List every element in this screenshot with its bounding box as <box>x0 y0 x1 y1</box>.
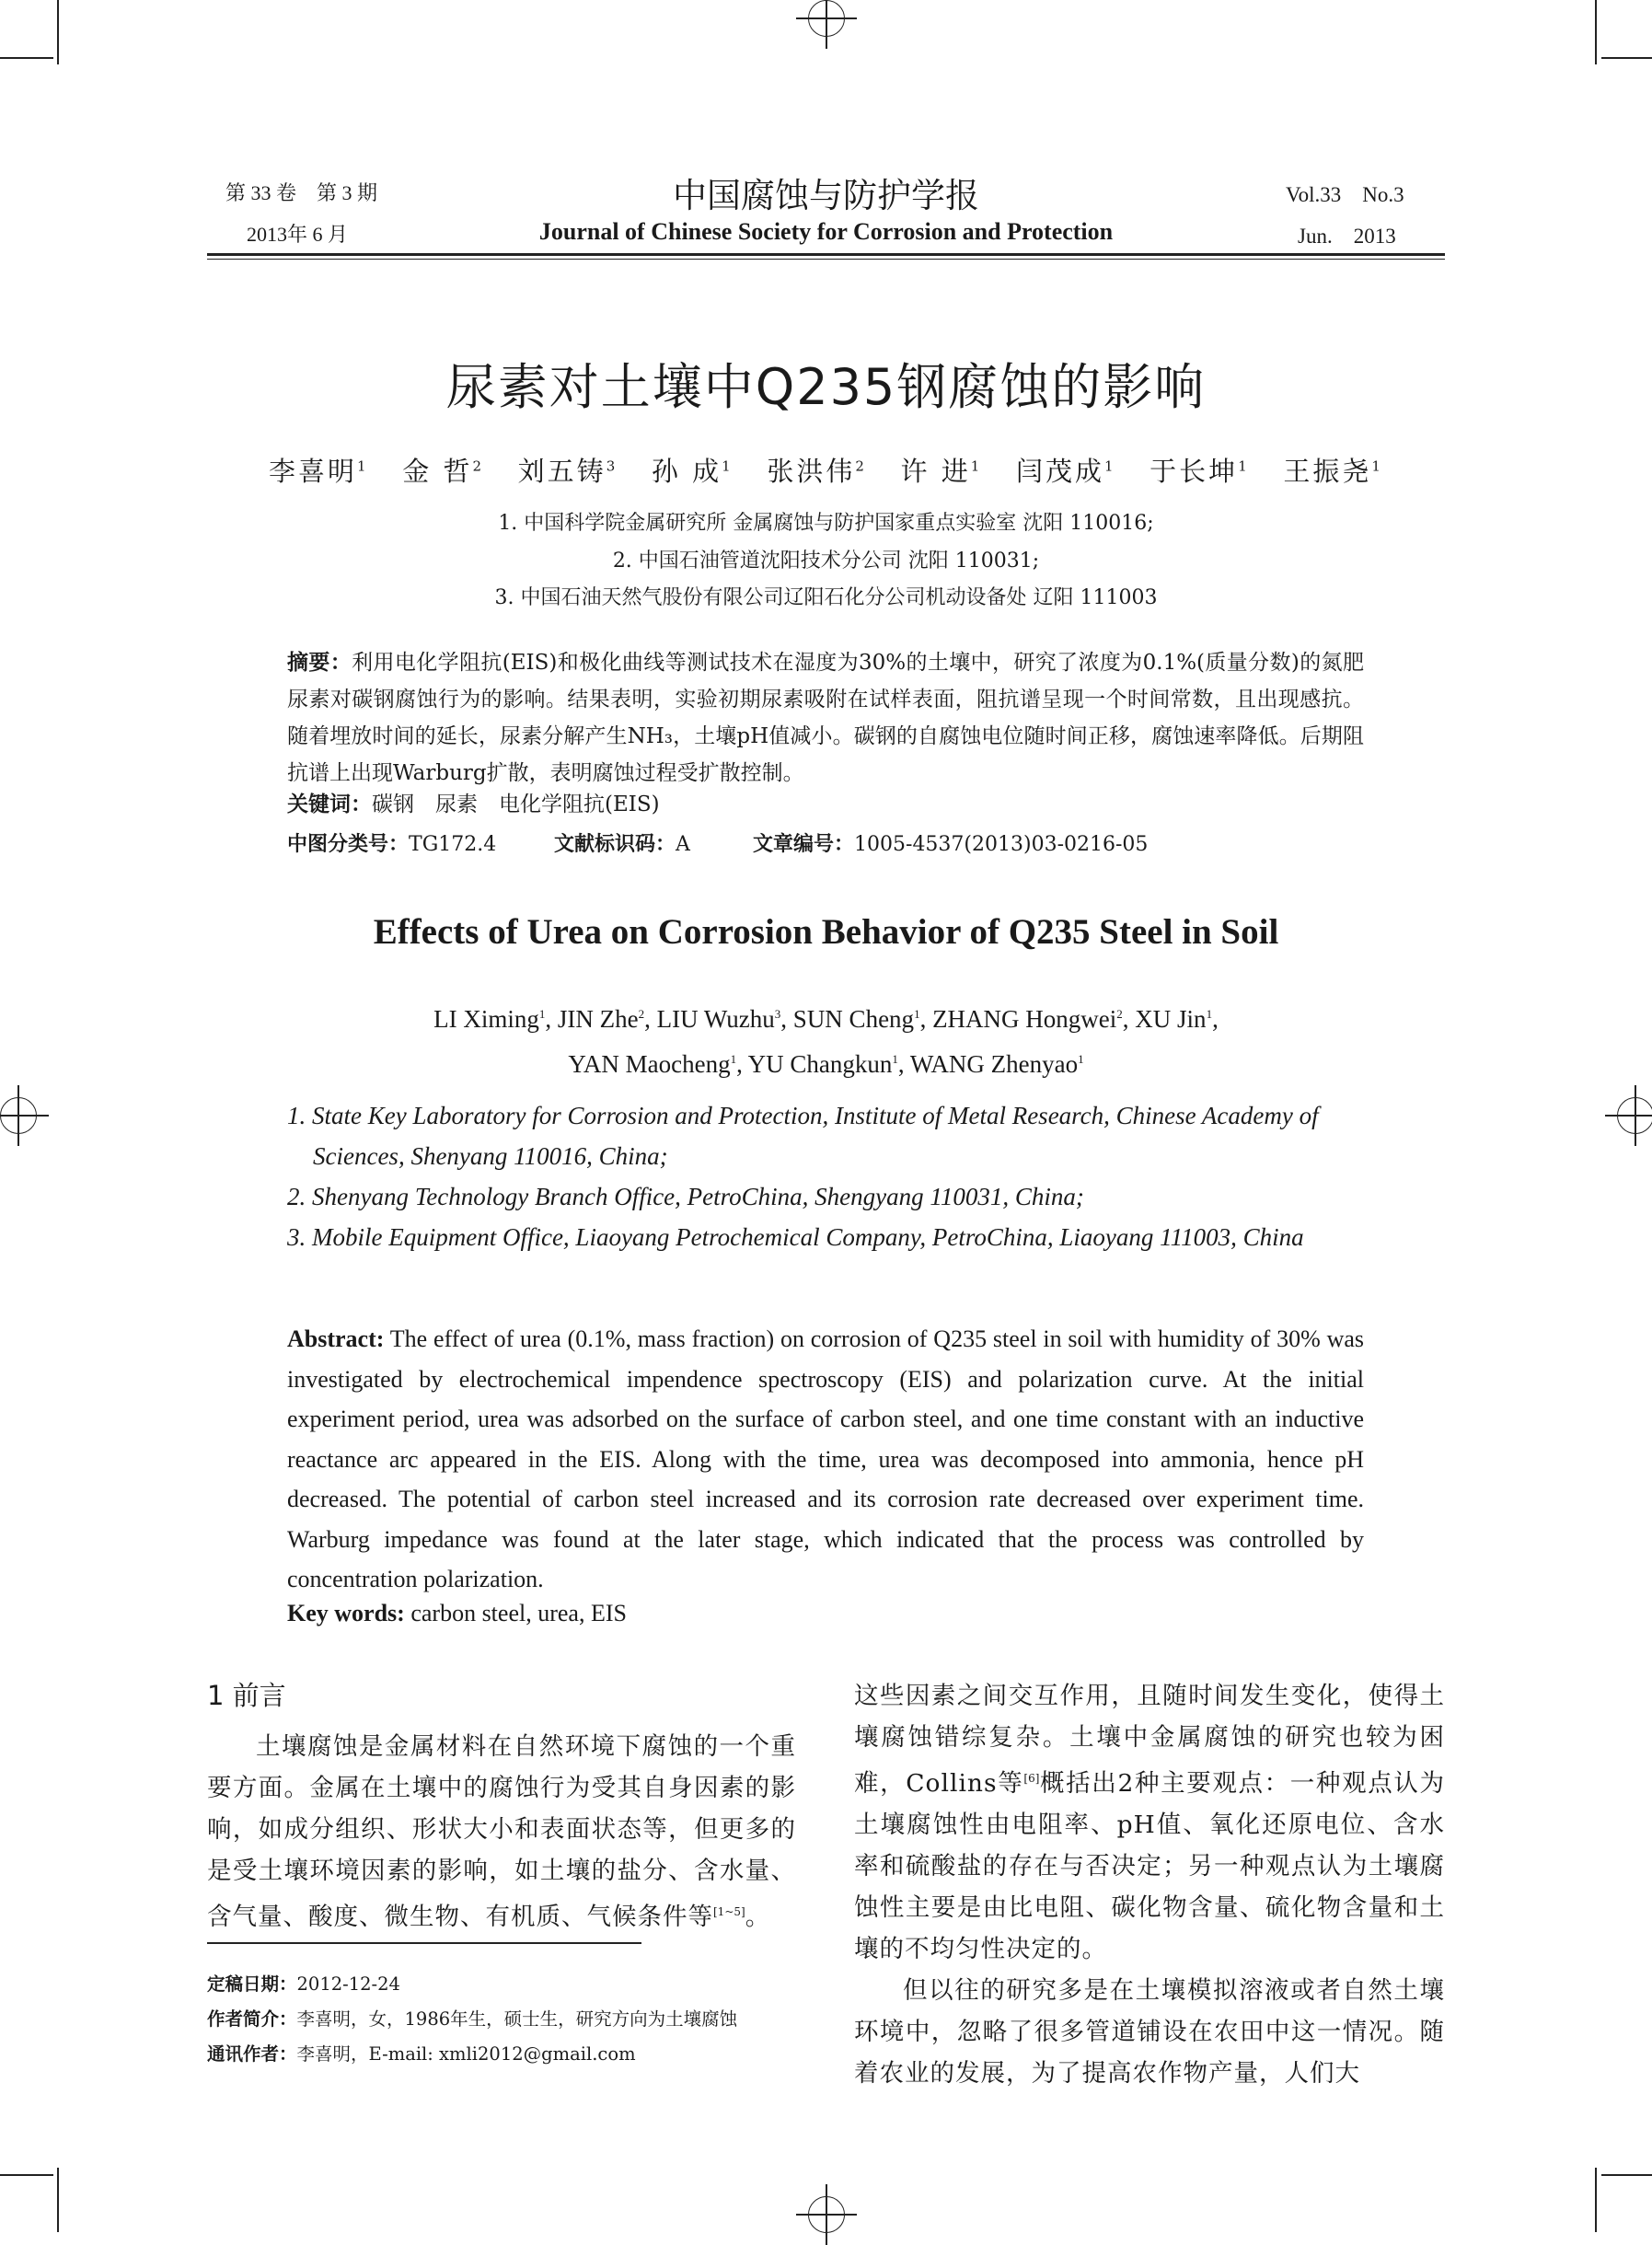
paragraph: 这些因素之间交互作用，且随时间发生变化，使得土壤腐蚀错综复杂。土壤中金属腐蚀的研究也较为困难，Collins等[6]概括出2种主要观点：一种观点认为土壤腐蚀性由电阻率、pH值、氧化还原电位、含水率和硫酸盐的存在与否决定；另一种观点认为土壤腐蚀性主要是由比电阻、碳化物含量、硫化物含量和土壤的不均匀性决定的。 <box>854 1682 1445 1963</box>
keywords-cn-label: 关键词： <box>287 793 372 816</box>
article-number: 文章编号：1005-4537(2013)03-0216-05 <box>753 833 1149 856</box>
abstract-cn-text: 利用电化学阻抗(EIS)和极化曲线等测试技术在湿度为30%的土壤中，研究了浓度为0.1%(质量分数)的氮肥尿素对碳钢腐蚀行为的影响。结果表明，实验初期尿素吸附在试样表面，阻抗谱呈现一个时间常数，且出现感抗。随着埋放时间的延长，尿素分解产生NH₃，土壤pH值减小。碳钢的自腐蚀电位随时间正移，腐蚀速率降低。后期阻抗谱上出现Warburg扩散，表明腐蚀过程受扩散控制。 <box>287 651 1365 785</box>
footnote-received: 定稿日期：2012-12-24 <box>207 1973 400 1995</box>
author-cn: 王振尧$^1$ <box>1283 456 1383 487</box>
header-vol-issue-cn: 第 33 卷 第 3 期 <box>225 181 378 204</box>
header-rule-thin <box>207 259 1445 260</box>
affiliation-en-1: 1. State Key Laboratory for Corrosion and Protection, Institute of Metal Research, Chinese Academy of Sciences, Shenyang 110016, China; <box>287 1102 1319 1170</box>
document-code: 文献标识码：A <box>554 833 690 856</box>
header-vol-issue-en: Vol.33 No.3 <box>1286 183 1404 206</box>
affiliations-en <box>287 1095 1373 1257</box>
column-left <box>207 1726 796 1938</box>
keywords-en-text: carbon steel, urea, EIS <box>410 1600 627 1626</box>
column-right <box>854 1675 1445 2094</box>
author-cn: 于长坤$^1$ <box>1149 456 1250 487</box>
header-rule <box>207 253 1445 256</box>
header-date-cn: 2013年 6 月 <box>247 223 349 246</box>
authors-en-line1: LI Ximing$^1$, JIN Zhe$^2$, LIU Wuzhu$^3$, SUN Cheng$^1$, ZHANG Hongwei$^2$, XU Jin$^1$, <box>433 1005 1219 1033</box>
abstract-en <box>287 1319 1364 1600</box>
keywords-cn <box>287 787 660 817</box>
abstract-en-label: Abstract: <box>287 1325 385 1352</box>
title-cn: 尿素对土壤中Q235钢腐蚀的影响 <box>445 358 1207 416</box>
clc-number: 中图分类号：TG172.4 <box>287 833 497 856</box>
author-cn: 张洪伟$^2$ <box>767 456 867 487</box>
paragraph: 但以往的研究多是在土壤模拟溶液或者自然土壤环境中，忽略了很多管道铺设在农田中这一情况。随着农业的发展，为了提高农作物产量，人们大 <box>854 1975 1445 2088</box>
affiliation-cn-2: 2. 中国石油管道沈阳技术分公司 沈阳 110031; <box>612 550 1040 573</box>
authors-en <box>0 994 1652 1084</box>
section-heading: 1 前言 <box>207 1680 286 1711</box>
footnote-correspondence: 通讯作者：李喜明，E-mail: xmli2012@gmail.com <box>207 2043 636 2065</box>
registration-mark-top <box>808 0 845 37</box>
title-en: Effects of Urea on Corrosion Behavior of Q235 Steel in Soil <box>373 912 1279 952</box>
author-cn: 刘五铸$^3$ <box>517 456 618 487</box>
authors-cn <box>0 451 1652 489</box>
registration-mark-bottom <box>808 2196 845 2233</box>
affiliation-en-2: 2. Shenyang Technology Branch Office, PetroChina, Shengyang 110031, China; <box>287 1183 1084 1210</box>
author-cn: 金 哲$^2$ <box>402 456 485 487</box>
header-date-en: Jun. 2013 <box>1298 225 1396 248</box>
affiliation-en-3: 3. Mobile Equipment Office, Liaoyang Petrochemical Company, PetroChina, Liaoyang 111003, China <box>287 1223 1304 1251</box>
keywords-cn-text: 碳钢 尿素 电化学阻抗(EIS) <box>372 793 660 816</box>
abstract-cn-label: 摘要： <box>287 651 352 675</box>
registration-mark-left <box>0 1097 37 1134</box>
author-cn: 孙 成$^1$ <box>651 456 734 487</box>
keywords-en-label: Key words: <box>287 1600 405 1626</box>
footnote-author: 作者简介：李喜明，女，1986年生，硕士生，研究方向为土壤腐蚀 <box>207 2008 738 2030</box>
registration-mark-right <box>1617 1097 1652 1134</box>
author-cn: 李喜明$^1$ <box>269 456 369 487</box>
header-journal-en: Journal of Chinese Society for Corrosion and Protection <box>538 218 1114 245</box>
authors-en-line2: YAN Maocheng$^1$, YU Changkun$^1$, WANG Zhenyao$^1$ <box>568 1050 1084 1078</box>
abstract-en-text: The effect of urea (0.1%, mass fraction) on corrosion of Q235 steel in soil with humidity of 30% was investigated by electrochemical impendence spectroscopy (EIS) and polarization curve. At the initial experiment period, urea was adsorbed on the surface of carbon steel, and one time constant with an inductive reactance arc appeared in the EIS. Along with the time, urea was decomposed into ammonia, hence pH decreased. The potential of carbon steel increased and its corrosion rate decreased over experiment time. Warburg impedance was found at the later stage, which indicated that the process was controlled by concentration polarization. <box>287 1325 1365 1592</box>
keywords-en <box>287 1600 627 1627</box>
author-cn: 许 进$^1$ <box>900 456 983 487</box>
paragraph: 土壤腐蚀是金属材料在自然环境下腐蚀的一个重要方面。金属在土壤中的腐蚀行为受其自身因素的影响，如成分组织、形状大小和表面状态等，但更多的是受土壤环境因素的影响，如土壤的盐分、含水量、含气量、酸度、微生物、有机质、气候条件等[1~5]。 <box>207 1732 796 1931</box>
footnote-rule <box>207 1942 641 1944</box>
abstract-cn <box>287 644 1364 792</box>
header-journal-cn: 中国腐蚀与防护学报 <box>673 176 979 215</box>
author-cn: 闫茂成$^1$ <box>1015 456 1116 487</box>
affiliation-cn-3: 3. 中国石油天然气股份有限公司辽阳石化分公司机动设备处 辽阳 111003 <box>494 586 1158 609</box>
affiliation-cn-1: 1. 中国科学院金属研究所 金属腐蚀与防护国家重点实验室 沈阳 110016; <box>498 512 1154 535</box>
